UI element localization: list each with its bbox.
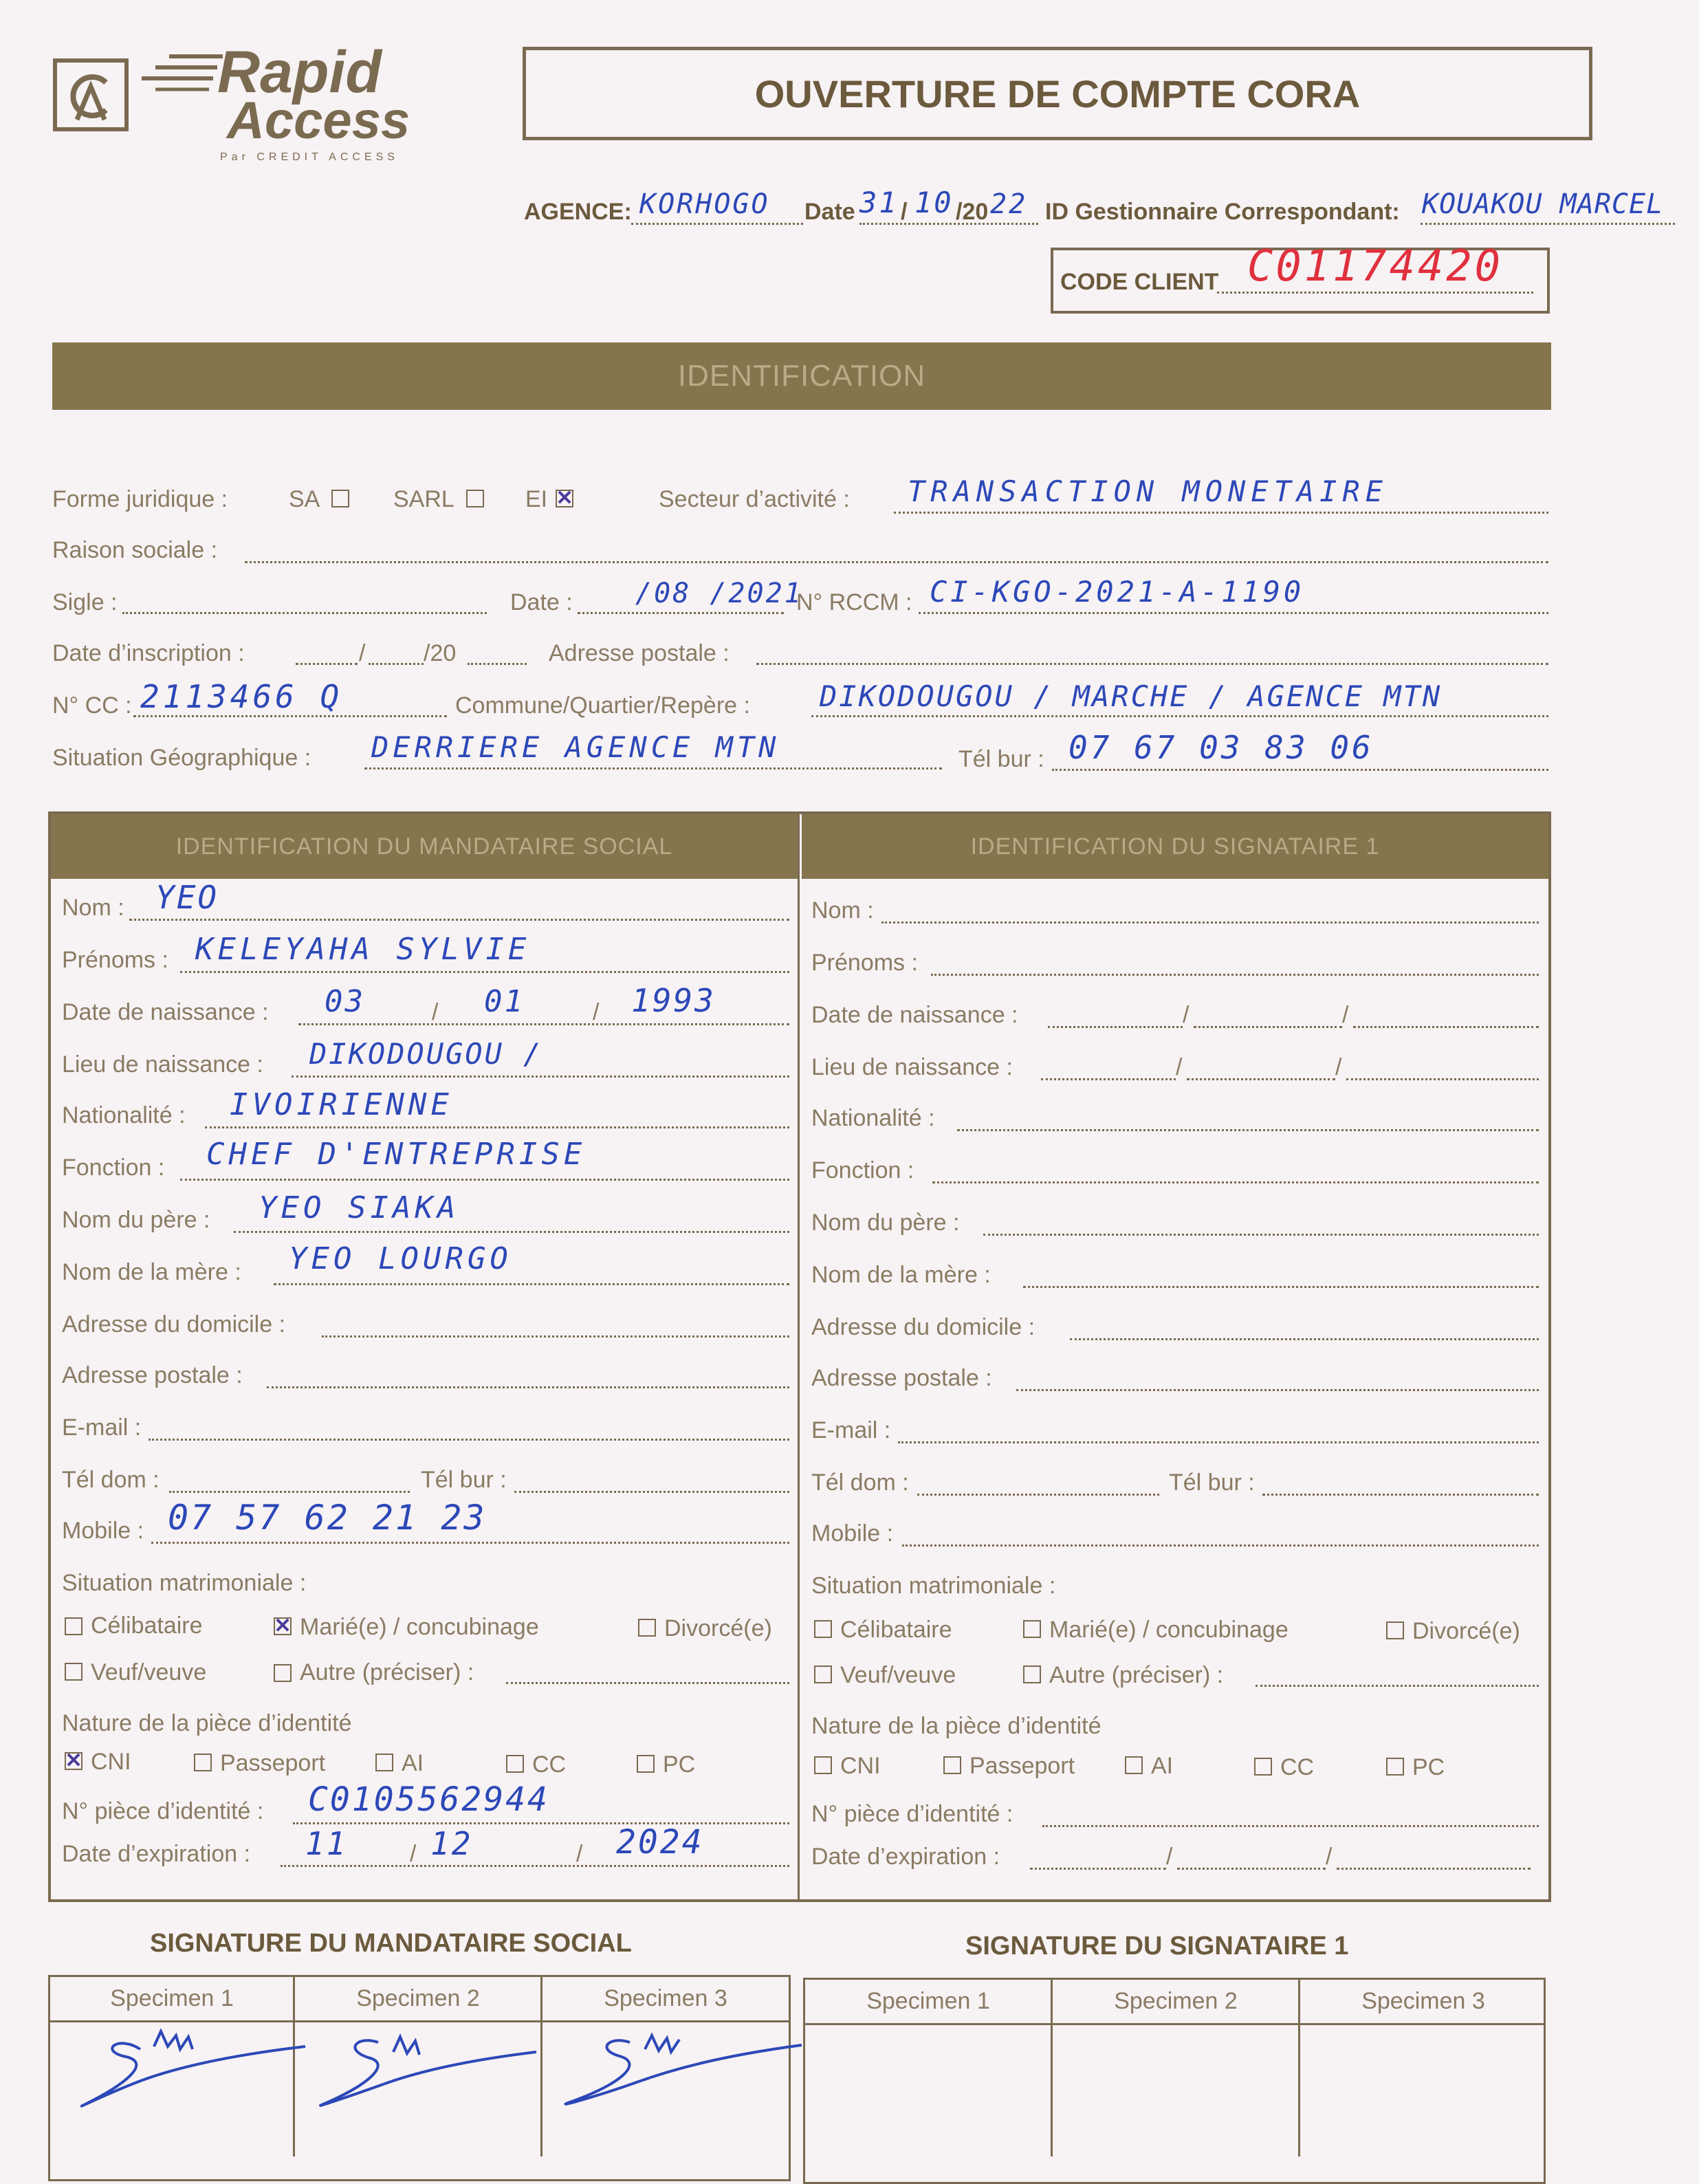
m-exp-sep1: /: [410, 1841, 417, 1867]
m-lieu-label: Lieu de naissance :: [62, 1051, 263, 1078]
m-exp-year: 2024: [616, 1823, 704, 1861]
m-exp-month: 12: [430, 1825, 473, 1862]
m-dob-year: 1993: [631, 982, 716, 1019]
s-exp-sep1: /: [1166, 1844, 1173, 1870]
m-autre-line: [506, 1682, 789, 1684]
m-nom-label: Nom :: [62, 895, 124, 921]
situation-line: [364, 767, 942, 769]
s-matrimoniale-label: Situation matrimoniale :: [811, 1573, 1056, 1599]
m-domicile-label: Adresse du domicile :: [62, 1311, 286, 1337]
m-dob-day: 03: [325, 984, 365, 1019]
signature-specimen-1-image: [58, 2022, 319, 2118]
m-exp-sep2: /: [576, 1841, 583, 1867]
m-num-piece-line: [293, 1822, 789, 1824]
code-client-label: CODE CLIENT: [1060, 269, 1219, 295]
s-dob-sep1: /: [1183, 1002, 1190, 1028]
s-exp-line1: [1030, 1868, 1166, 1870]
secteur-line: [894, 512, 1548, 514]
m-dob-month: 01: [484, 984, 525, 1019]
date-day: 31: [859, 186, 899, 219]
s-cc-checkbox[interactable]: [1254, 1758, 1272, 1776]
s-specimen-3: Specimen 3: [1361, 1988, 1485, 2014]
m-dob-label: Date de naissance :: [62, 999, 269, 1025]
m-matrimoniale-label: Situation matrimoniale :: [62, 1570, 307, 1596]
option-ei-label: EI: [525, 486, 548, 512]
date-line: [859, 223, 1038, 225]
option-sarl-label: SARL: [393, 486, 454, 512]
s-nationalite-line: [957, 1129, 1539, 1131]
logo-mark-icon: [52, 58, 129, 133]
m-email-line: [149, 1439, 789, 1441]
s-fonction-line: [932, 1181, 1539, 1183]
m-mobile-value: 07 57 62 21 23: [168, 1498, 487, 1538]
sig-right-div1: [1051, 1978, 1053, 2156]
m-divorce-label: Divorcé(e): [664, 1615, 772, 1641]
m-fonction-label: Fonction :: [62, 1155, 165, 1181]
tel-bur-value: 07 67 03 83 06: [1068, 729, 1374, 766]
s-fonction-label: Fonction :: [811, 1157, 914, 1183]
ncc-value: 2113466 Q: [140, 678, 343, 715]
m-mere-label: Nom de la mère :: [62, 1259, 241, 1285]
identification-title: IDENTIFICATION: [677, 359, 926, 393]
m-mobile-line: [151, 1542, 789, 1544]
s-tel-dom-line: [917, 1494, 1159, 1496]
m-tel-dom-line: [169, 1491, 410, 1493]
s-ai-label: AI: [1151, 1753, 1174, 1779]
s-domicile-label: Adresse du domicile :: [811, 1314, 1035, 1340]
m-celibataire-checkbox[interactable]: [65, 1617, 83, 1635]
s-autre-checkbox[interactable]: [1023, 1666, 1041, 1683]
secteur-label: Secteur d’activité :: [659, 486, 850, 512]
s-postale-label: Adresse postale :: [811, 1365, 992, 1391]
sigle-line: [122, 612, 487, 614]
s-lieu-line1: [1041, 1078, 1176, 1080]
m-pere-label: Nom du père :: [62, 1207, 210, 1233]
m-expiration-line: [281, 1865, 789, 1867]
date-inscription-slash: /: [359, 640, 366, 666]
logo: [52, 41, 437, 172]
gestionnaire-value: KOUAKOU MARCEL: [1422, 188, 1664, 220]
m-lieu-value: DIKODOUGOU /: [309, 1037, 543, 1071]
m-pc-checkbox[interactable]: [637, 1755, 655, 1773]
m-nationalite-value: IVOIRIENNE: [230, 1087, 453, 1122]
s-num-piece-line: [1042, 1825, 1539, 1827]
page-title: OUVERTURE DE COMPTE CORA: [754, 72, 1361, 116]
secteur-value: TRANSACTION MONETAIRE: [908, 474, 1389, 508]
m-specimen-2: Specimen 2: [356, 1985, 480, 2011]
agence-label: AGENCE:: [524, 199, 632, 225]
title-box: [523, 47, 1592, 140]
m-tel-dom-label: Tél dom :: [62, 1467, 160, 1493]
m-passeport-checkbox[interactable]: [194, 1754, 212, 1771]
s-marie-checkbox[interactable]: [1023, 1620, 1041, 1638]
m-expiration-label: Date d’expiration :: [62, 1841, 251, 1867]
date-inscription-suffix: /20: [424, 640, 457, 666]
date-year-prefix: /20: [956, 199, 989, 225]
m-ai-checkbox[interactable]: [375, 1754, 393, 1771]
s-pc-label: PC: [1412, 1754, 1445, 1780]
m-pere-line: [234, 1231, 789, 1233]
s-ai-checkbox[interactable]: [1125, 1756, 1143, 1774]
date-inscription-line1: [296, 663, 358, 665]
m-veuf-checkbox[interactable]: [65, 1663, 83, 1681]
signature-signataire-title: SIGNATURE DU SIGNATAIRE 1: [965, 1932, 1349, 1961]
s-passeport-checkbox[interactable]: [943, 1756, 961, 1774]
rccm-value: CI-KGO-2021-A-1190: [930, 575, 1305, 609]
s-marie-label: Marié(e) / concubinage: [1049, 1617, 1289, 1643]
date-label: Date: [804, 199, 855, 225]
m-exp-day: 11: [305, 1825, 348, 1862]
m-cni-checkbox[interactable]: ✕: [65, 1749, 83, 1772]
s-pere-label: Nom du père :: [811, 1210, 960, 1236]
rccm-line: [919, 612, 1548, 614]
m-fonction-line: [180, 1179, 789, 1181]
s-specimen-2: Specimen 2: [1114, 1988, 1238, 2014]
m-tel-bur-line: [514, 1491, 789, 1493]
m-mobile-label: Mobile :: [62, 1518, 144, 1544]
signataire-header: IDENTIFICATION DU SIGNATAIRE 1: [802, 814, 1548, 879]
s-autre-line: [1256, 1685, 1539, 1687]
speed-lines-icon: [142, 51, 224, 106]
ident-date-line: [578, 612, 784, 614]
m-nom-line: [129, 919, 789, 921]
m-postale-label: Adresse postale :: [62, 1362, 243, 1388]
date-inscription-line2: [369, 663, 424, 665]
s-veuf-checkbox[interactable]: [814, 1666, 832, 1683]
s-celibataire-label: Célibataire: [840, 1617, 952, 1643]
s-exp-sep2: /: [1326, 1844, 1333, 1870]
m-marie-label: Marié(e) / concubinage: [300, 1614, 539, 1640]
m-nationalite-line: [205, 1126, 789, 1128]
s-tel-dom-label: Tél dom :: [811, 1470, 909, 1496]
m-divorce-checkbox[interactable]: [638, 1619, 656, 1637]
s-tel-bur-line: [1262, 1494, 1539, 1496]
m-nom-value: YEO: [155, 879, 219, 916]
agence-line: [631, 223, 803, 225]
sig-right-header-line: [803, 2023, 1546, 2025]
date-month: 10: [914, 186, 954, 219]
m-dob-line: [298, 1023, 789, 1025]
sigle-label: Sigle :: [52, 589, 118, 615]
ident-date-label: Date :: [510, 589, 573, 615]
m-domicile-line: [322, 1335, 789, 1337]
s-lieu-line2: [1187, 1078, 1335, 1080]
s-dob-label: Date de naissance :: [811, 1002, 1018, 1028]
s-email-line: [898, 1441, 1539, 1443]
m-postale-line: [267, 1386, 789, 1388]
date-inscription-line3: [468, 663, 527, 665]
s-cni-checkbox[interactable]: [814, 1756, 832, 1774]
s-dob-line2: [1194, 1026, 1342, 1028]
raison-sociale-label: Raison sociale :: [52, 537, 218, 563]
s-mere-line: [1023, 1286, 1539, 1288]
signature-specimen-3-image: [547, 2022, 809, 2118]
s-nationalite-label: Nationalité :: [811, 1105, 935, 1131]
s-divorce-checkbox[interactable]: [1386, 1621, 1404, 1639]
s-cc-label: CC: [1280, 1754, 1315, 1780]
m-specimen-1: Specimen 1: [110, 1985, 234, 2011]
s-veuf-label: Veuf/veuve: [840, 1662, 956, 1688]
s-exp-line2: [1177, 1868, 1326, 1870]
logo-tagline: Par CREDIT ACCESS: [220, 151, 399, 163]
m-passeport-label: Passeport: [220, 1750, 326, 1776]
agence-value: KORHOGO: [639, 188, 770, 220]
tel-bur-label: Tél bur :: [958, 746, 1044, 772]
situation-label: Situation Géographique :: [52, 745, 311, 771]
ncc-label: N° CC :: [52, 692, 132, 719]
m-nationalite-label: Nationalité :: [62, 1102, 186, 1128]
m-piece-label: Nature de la pièce d’identité: [62, 1710, 352, 1736]
option-sa-label: SA: [289, 486, 320, 512]
m-pere-value: YEO SIAKA: [259, 1190, 460, 1225]
s-prenoms-line: [931, 974, 1539, 976]
s-cni-label: CNI: [840, 1753, 881, 1779]
logo-line2: Access: [227, 91, 410, 150]
m-marie-checkbox[interactable]: ✕: [274, 1615, 292, 1637]
s-num-piece-label: N° pièce d’identité :: [811, 1801, 1013, 1827]
s-domicile-line: [1070, 1338, 1539, 1340]
s-lieu-sep1: /: [1176, 1054, 1183, 1080]
s-pc-checkbox[interactable]: [1386, 1758, 1404, 1776]
m-tel-bur-label: Tél bur :: [421, 1467, 507, 1493]
s-nom-label: Nom :: [811, 897, 874, 924]
tel-bur-line: [1052, 769, 1548, 771]
s-mobile-line: [902, 1544, 1539, 1547]
m-cc-label: CC: [532, 1751, 567, 1778]
gestionnaire-label: ID Gestionnaire Correspondant:: [1045, 199, 1400, 225]
s-expiration-label: Date d’expiration :: [811, 1844, 1000, 1870]
situation-value: DERRIERE AGENCE MTN: [371, 730, 780, 764]
s-mobile-label: Mobile :: [811, 1520, 894, 1547]
s-postale-line: [1016, 1389, 1539, 1391]
ncc-line: [133, 715, 447, 717]
s-lieu-line3: [1346, 1078, 1539, 1080]
date-sep1: /: [901, 199, 908, 225]
s-pere-line: [983, 1234, 1539, 1236]
table-divider: [798, 814, 800, 1899]
s-tel-bur-label: Tél bur :: [1169, 1470, 1255, 1496]
m-autre-label: Autre (préciser) :: [300, 1659, 474, 1685]
signature-mandataire-title: SIGNATURE DU MANDATAIRE SOCIAL: [150, 1929, 632, 1958]
adresse-postale-label: Adresse postale :: [549, 640, 730, 666]
option-sarl-checkbox[interactable]: [466, 490, 484, 507]
option-sa-checkbox[interactable]: [331, 490, 349, 507]
s-divorce-label: Divorcé(e): [1412, 1618, 1520, 1644]
m-celibataire-label: Célibataire: [91, 1613, 203, 1639]
s-passeport-label: Passeport: [969, 1753, 1075, 1779]
s-lieu-label: Lieu de naissance :: [811, 1054, 1013, 1080]
m-prenoms-line: [180, 971, 789, 973]
identification-section-bar: [52, 342, 1551, 410]
m-lieu-line: [292, 1075, 789, 1078]
m-dob-sep2: /: [593, 999, 600, 1025]
s-celibataire-checkbox[interactable]: [814, 1620, 832, 1638]
code-client-line: [1217, 292, 1533, 294]
s-prenoms-label: Prénoms :: [811, 950, 918, 976]
commune-value: DIKODOUGOU / MARCHE / AGENCE MTN: [820, 679, 1443, 713]
s-dob-line3: [1353, 1026, 1539, 1028]
m-ai-label: AI: [402, 1750, 424, 1776]
m-cc-checkbox[interactable]: [506, 1755, 524, 1773]
m-cni-label: CNI: [91, 1749, 131, 1775]
m-specimen-3: Specimen 3: [604, 1985, 727, 2011]
forme-juridique-label: Forme juridique :: [52, 486, 228, 512]
m-num-piece-label: N° pièce d’identité :: [62, 1798, 264, 1824]
s-nom-line: [881, 921, 1539, 924]
m-mere-line: [274, 1283, 789, 1285]
commune-line: [811, 715, 1548, 717]
gestionnaire-line: [1421, 223, 1675, 225]
m-prenoms-label: Prénoms :: [62, 947, 168, 973]
code-client-value: C01174420: [1247, 241, 1503, 291]
s-mere-label: Nom de la mère :: [811, 1262, 991, 1288]
m-num-piece-value: C0105562944: [308, 1780, 549, 1819]
m-fonction-value: CHEF D'ENTREPRISE: [206, 1137, 587, 1172]
date-inscription-label: Date d’inscription :: [52, 640, 245, 666]
rccm-label: N° RCCM :: [796, 589, 912, 615]
option-ei-checkbox[interactable]: ✕: [556, 487, 573, 510]
raison-sociale-line: [245, 561, 1548, 563]
s-piece-label: Nature de la pièce d’identité: [811, 1713, 1101, 1739]
mandataire-header: IDENTIFICATION DU MANDATAIRE SOCIAL: [51, 814, 798, 879]
date-year-suffix: 22: [990, 188, 1028, 220]
signature-specimen-2-image: [303, 2022, 550, 2118]
m-dob-sep1: /: [432, 999, 439, 1025]
m-prenoms-value: KELEYAHA SYLVIE: [195, 932, 531, 967]
m-email-label: E-mail :: [62, 1415, 142, 1441]
s-specimen-1: Specimen 1: [866, 1988, 990, 2014]
m-pc-label: PC: [663, 1751, 696, 1778]
s-dob-sep2: /: [1342, 1002, 1349, 1028]
m-autre-checkbox[interactable]: [274, 1664, 292, 1682]
commune-label: Commune/Quartier/Repère :: [455, 692, 750, 719]
ident-date-value: /08 /2021: [635, 578, 803, 609]
m-mere-value: YEO LOURGO: [289, 1241, 512, 1276]
s-email-label: E-mail :: [811, 1417, 891, 1443]
s-exp-line3: [1337, 1868, 1531, 1870]
s-dob-line1: [1048, 1026, 1183, 1028]
s-autre-label: Autre (préciser) :: [1049, 1662, 1224, 1688]
s-lieu-sep2: /: [1335, 1054, 1342, 1080]
m-veuf-label: Veuf/veuve: [91, 1659, 207, 1685]
sig-right-div2: [1298, 1978, 1300, 2156]
logo-line1: Rapid: [217, 39, 382, 105]
adresse-postale-line: [756, 663, 1548, 665]
